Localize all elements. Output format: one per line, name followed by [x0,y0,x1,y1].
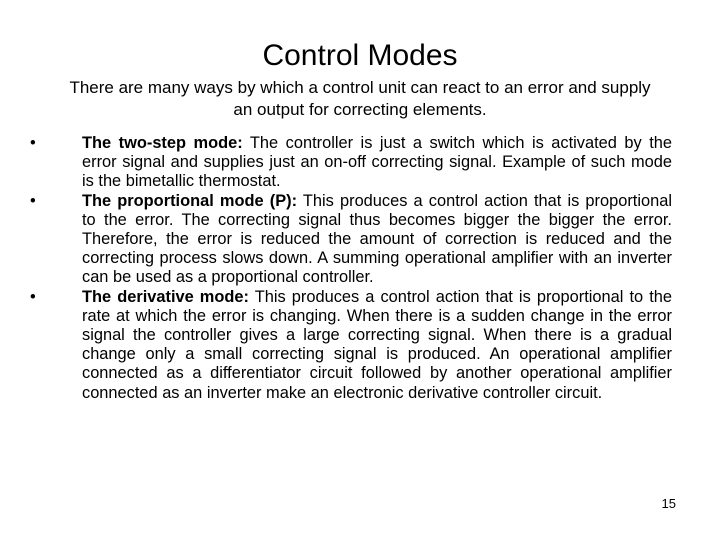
bullet-term: The proportional mode (P): [82,191,298,210]
bullet-item-proportional-mode [26,192,672,288]
slide-title: Control Modes [262,39,458,72]
bullet-term: The derivative mode: [82,287,249,306]
bullet-text: This produces a control action that is proportional to the rate at which the error is changing. When there is a sudden change in the error signal the controller gives a large correcting signal. When there is a gradual change only a small correcting signal is produced. An operational amplifier connected as a differentiator circuit followed by another operational amplifier connected as an inverter make an electronic derivative controller circuit. [82,287,672,402]
bullet-text: This produces a control action that is proportional to the error. The correcting signal thus becomes bigger the bigger the error. Therefore, the error is reduced the amount of correction is reduced and the correcting process slows down. A summing operational amplifier with an inverter can be used as a proportional controller. [82,191,672,287]
bullet-list [26,134,672,403]
bullet-icon: • [30,191,36,210]
bullet-item-two-step-mode [26,134,672,192]
bullet-icon: • [30,287,36,306]
bullet-item-derivative-mode [26,288,672,403]
bullet-icon: • [30,134,36,152]
page-number: 15 [661,496,676,511]
bullet-text: The controller is just a switch which is activated by the error signal and supplies just an on-off correcting signal. Example of such mode is the bimetallic thermostat. [82,134,672,191]
bullet-term: The two-step mode: [82,134,243,152]
slide-intro: There are many ways by which a control unit can react to an error and supply an output for correcting elements. [69,78,651,119]
